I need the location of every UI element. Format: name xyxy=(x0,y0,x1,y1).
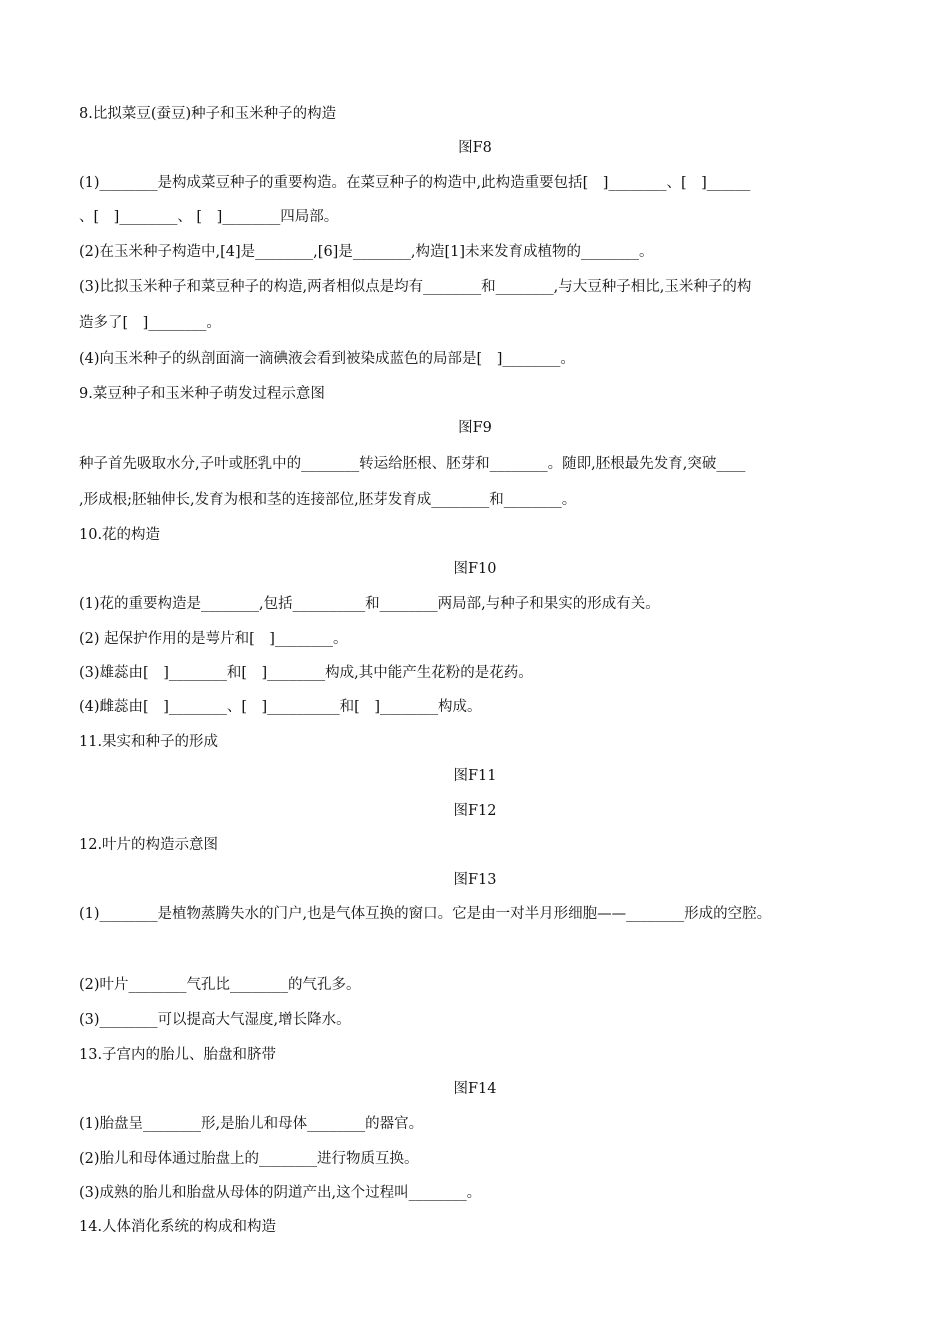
q12-figure-caption: 图F13 xyxy=(453,872,497,888)
q10-part4: (4)雌蕊由[ ]________、[ ]__________和[ ]________构成。 xyxy=(79,699,482,715)
q12-part1: (1)________是植物蒸腾失水的门户,也是气体互换的窗口。它是由一对半月形细胞——________形成的空腔。 xyxy=(79,906,772,922)
q9-paragraph-line2: ,形成根;胚轴伸长,发育为根和茎的连接部位,胚芽发育成________和________。 xyxy=(79,492,577,508)
q13-part2: (2)胎儿和母体通过胎盘上的________进行物质互换。 xyxy=(79,1151,419,1167)
q12-part3: (3)________可以提高大气湿度,增长降水。 xyxy=(79,1012,351,1028)
q8-figure-caption: 图F8 xyxy=(458,140,492,156)
q9-title: 9.菜豆种子和玉米种子萌发过程示意图 xyxy=(79,386,325,402)
q13-figure-caption: 图F14 xyxy=(453,1081,497,1097)
q13-part3: (3)成熟的胎儿和胎盘从母体的阴道产出,这个过程叫________。 xyxy=(79,1185,482,1201)
q8-title: 8.比拟菜豆(蚕豆)种子和玉米种子的构造 xyxy=(79,106,337,122)
q8-part2: (2)在玉米种子构造中,[4]是________,[6]是________,构造[1]未来发育成植物的________。 xyxy=(79,244,654,260)
q13-title: 13.子宫内的胎儿、胎盘和脐带 xyxy=(79,1047,277,1063)
q13-part1: (1)胎盘呈________形,是胎儿和母体________的器官。 xyxy=(79,1116,424,1132)
q10-part2: (2) 起保护作用的是萼片和[ ]________。 xyxy=(79,631,348,647)
q11-figure-caption-2: 图F12 xyxy=(453,803,497,819)
q8-part3-line2: 造多了[ ]________。 xyxy=(79,315,221,331)
q8-part1-line2: 、[ ]________、 [ ]________四局部。 xyxy=(79,209,339,225)
q8-part1-line1: (1)________是构成菜豆种子的重要构造。在菜豆种子的构造中,此构造重要包括[ ]________、[ ]______ xyxy=(79,175,751,191)
q10-figure-caption: 图F10 xyxy=(453,561,497,577)
q10-title: 10.花的构造 xyxy=(79,527,161,543)
q11-title: 11.果实和种子的形成 xyxy=(79,734,219,750)
q14-title: 14.人体消化系统的构成和构造 xyxy=(79,1219,277,1235)
q8-part3-line1: (3)比拟玉米种子和菜豆种子的构造,两者相似点是均有________和________,与大豆种子相比,玉米种子的构 xyxy=(79,279,752,295)
q12-title: 12.叶片的构造示意图 xyxy=(79,837,219,853)
q10-part1: (1)花的重要构造是________,包括__________和________两局部,与种子和果实的形成有关。 xyxy=(79,596,660,612)
q11-figure-caption-1: 图F11 xyxy=(453,768,497,784)
q10-part3: (3)雄蕊由[ ]________和[ ]________构成,其中能产生花粉的是花药。 xyxy=(79,665,533,681)
q12-part2: (2)叶片________气孔比________的气孔多。 xyxy=(79,977,361,993)
q9-figure-caption: 图F9 xyxy=(458,420,492,436)
q8-part4: (4)向玉米种子的纵剖面滴一滴碘液会看到被染成蓝色的局部是[ ]________。 xyxy=(79,351,575,367)
q9-paragraph-line1: 种子首先吸取水分,子叶或胚乳中的________转运给胚根、胚芽和________。随即,胚根最先发育,突破____ xyxy=(79,456,746,472)
